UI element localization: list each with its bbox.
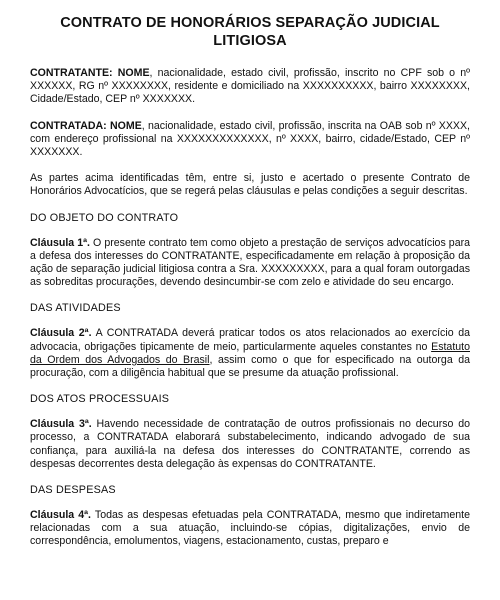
clause-4-text: Todas as despesas efetuadas pela CONTRATADA, mesmo que indiretamente relacionadas com a sua atuação, incluindo-se cópias, digitalizações, envio de correspondência, emolumentos, viagens, estacionamento, custas, preparo e (30, 509, 470, 548)
contratada-label: CONTRATADA: (30, 119, 107, 132)
intro-paragraph: As partes acima identificadas têm, entre si, justo e acertado o presente Contrato de Honorários Advocatícios, que se regerá pelas cláusulas e pelas condições a seguir descritas. (30, 172, 470, 198)
clause-3-text: Havendo necessidade de contratação de outros profissionais no decurso do processo, a CONTRATADA elaborará substabelecimento, indicando advogado de sua confiança, para auxiliá-la na defesa dos interesses do CONTRATANTE, correndo as despesas decorrentes desta delegação às expensas do CONTRATANTE. (30, 418, 470, 470)
section-heading-objeto: DO OBJETO DO CONTRATO (30, 211, 179, 224)
contratante-text: , nacionalidade, estado civil, profissão, inscrito no CPF sob o nº XXXXXX, RG nº XXXXXXXX, residente e domiciliado na XXXXXXXXXX, bairro XXXXXXXX, Cidade/Estado, CEP nº XXXXXXX. (30, 67, 471, 106)
section-heading-atividades: DAS ATIVIDADES (30, 302, 121, 315)
clause-3-label: Cláusula 3ª. (30, 418, 92, 431)
contratante-paragraph (30, 67, 470, 107)
contratada-paragraph (30, 120, 470, 160)
clause-3-paragraph (30, 418, 470, 471)
section-heading-despesas: DAS DESPESAS (30, 484, 116, 497)
contratante-name: NOME (117, 67, 150, 79)
contratante-label: CONTRATANTE: (30, 67, 113, 79)
clause-4-paragraph (30, 509, 470, 549)
clause-1-label: Cláusula 1ª. (30, 236, 90, 249)
contratada-text: , nacionalidade, estado civil, profissão, inscrita na OAB sob nº XXXX, com endereço profissional na XXXXXXXXXXXXX, nº XXXX, bairro, cidade/Estado, CEP nº XXXXXXX. (30, 119, 471, 159)
contratada-name: NOME (110, 119, 142, 132)
document-title: CONTRATO DE HONORÁRIOS SEPARAÇÃO JUDICIAL LITIGIOSA (60, 15, 440, 49)
clause-1-paragraph (30, 237, 470, 290)
clause-2-text-after: , assim como o que for especificado na outorga da procuração, com a diligência habitual que se presume da atuação profissional. (30, 353, 471, 380)
clause-2-text-before: A CONTRATADA deverá praticar todos os atos relacionados ao exercício da advocacia, obrigações tipicamente de meio, particularmente aqueles constantes no (30, 327, 471, 353)
clause-2-label: Cláusula 2ª. (30, 327, 92, 340)
section-heading-atos: DOS ATOS PROCESSUAIS (30, 393, 170, 406)
clause-1-text: O presente contrato tem como objeto a prestação de serviços advocatícios para a defesa dos interesses do CONTRATANTE, especificadamente em relação à proposição da ação de separação judicial litigiosa contra a Sra. XXXXXXXXX, para a qual foram outorgadas as sobreditas procurações, devendo desincumbir-se com zelo e atividade do seu encargo. (30, 236, 471, 289)
clause-4-label: Cláusula 4ª. (30, 509, 92, 522)
clause-2-paragraph (30, 327, 470, 380)
oab-statute-link[interactable]: Estatuto da Ordem dos Advogados do Brasil (30, 340, 470, 366)
